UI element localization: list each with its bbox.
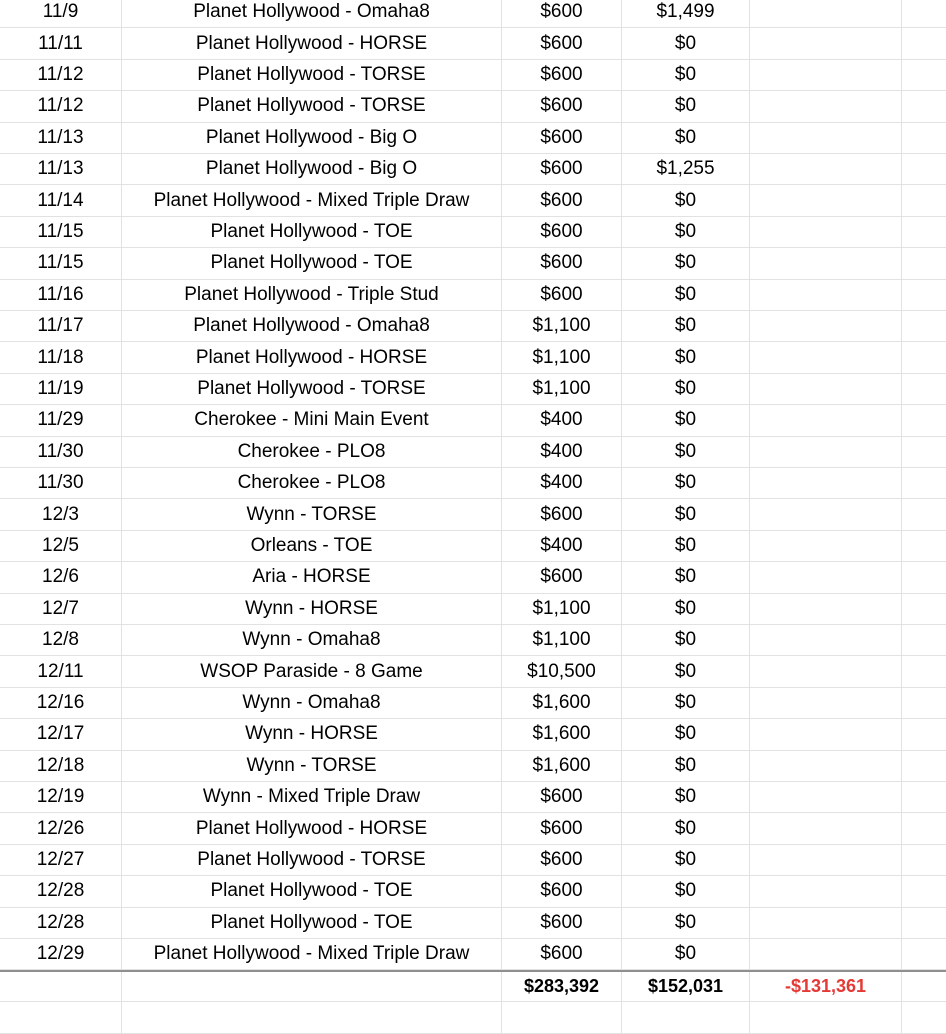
date-cell[interactable]: 12/29 [0, 939, 122, 969]
cash-cell[interactable]: $0 [622, 845, 750, 875]
event-cell[interactable]: Planet Hollywood - Mixed Triple Draw [122, 185, 502, 215]
date-cell[interactable]: 12/17 [0, 719, 122, 749]
net-cell[interactable] [750, 562, 902, 592]
buyin-cell[interactable]: $600 [502, 939, 622, 969]
empty-cell[interactable] [902, 311, 946, 341]
date-cell[interactable]: 11/29 [0, 405, 122, 435]
cash-cell[interactable]: $0 [622, 876, 750, 906]
net-cell[interactable] [750, 594, 902, 624]
table-row [0, 123, 946, 154]
empty-cell[interactable] [902, 751, 946, 781]
net-cell[interactable] [750, 405, 902, 435]
cash-cell[interactable]: $0 [622, 60, 750, 90]
buyin-cell[interactable]: $600 [502, 845, 622, 875]
date-cell[interactable]: 12/7 [0, 594, 122, 624]
total-cash-cell[interactable]: $152,031 [622, 972, 750, 1001]
date-cell[interactable]: 12/3 [0, 499, 122, 529]
net-cell[interactable] [750, 280, 902, 310]
empty-cell[interactable] [902, 562, 946, 592]
table-row [0, 28, 946, 59]
cash-cell[interactable]: $0 [622, 28, 750, 58]
date-cell[interactable]: 12/19 [0, 782, 122, 812]
date-cell[interactable]: 11/30 [0, 468, 122, 498]
buyin-cell[interactable]: $600 [502, 499, 622, 529]
date-cell[interactable]: 11/12 [0, 91, 122, 121]
empty-cell[interactable] [902, 280, 946, 310]
net-cell[interactable] [750, 28, 902, 58]
date-cell[interactable]: 12/28 [0, 876, 122, 906]
event-cell[interactable]: Planet Hollywood - TOE [122, 908, 502, 938]
net-cell[interactable] [750, 813, 902, 843]
empty-cell[interactable] [902, 60, 946, 90]
cash-cell[interactable]: $0 [622, 217, 750, 247]
buyin-cell[interactable]: $600 [502, 154, 622, 184]
table-row [0, 185, 946, 216]
total-buyin-cell[interactable]: $283,392 [502, 972, 622, 1001]
empty-cell[interactable] [902, 437, 946, 467]
event-cell[interactable]: Wynn - Omaha8 [122, 688, 502, 718]
empty-cell[interactable] [902, 876, 946, 906]
cash-cell[interactable]: $0 [622, 499, 750, 529]
date-cell[interactable]: 12/16 [0, 688, 122, 718]
empty-cell[interactable] [902, 719, 946, 749]
net-cell[interactable] [750, 499, 902, 529]
date-cell[interactable]: 11/19 [0, 374, 122, 404]
net-cell[interactable] [750, 688, 902, 718]
event-cell[interactable]: Cherokee - PLO8 [122, 468, 502, 498]
net-cell[interactable] [750, 625, 902, 655]
event-cell[interactable]: Wynn - HORSE [122, 594, 502, 624]
buyin-cell[interactable]: $1,600 [502, 719, 622, 749]
net-cell[interactable] [750, 656, 902, 686]
empty-cell[interactable] [902, 531, 946, 561]
net-cell[interactable] [750, 217, 902, 247]
empty-cell[interactable] [902, 908, 946, 938]
net-cell[interactable] [750, 782, 902, 812]
cash-cell[interactable]: $0 [622, 311, 750, 341]
buyin-cell[interactable]: $600 [502, 280, 622, 310]
net-cell[interactable] [750, 60, 902, 90]
event-cell[interactable]: Cherokee - Mini Main Event [122, 405, 502, 435]
cash-cell[interactable]: $0 [622, 751, 750, 781]
net-cell[interactable] [750, 908, 902, 938]
cash-cell[interactable]: $0 [622, 688, 750, 718]
event-cell[interactable]: Aria - HORSE [122, 562, 502, 592]
cash-cell[interactable]: $0 [622, 248, 750, 278]
buyin-cell[interactable]: $1,100 [502, 311, 622, 341]
net-cell[interactable] [750, 185, 902, 215]
empty-cell[interactable] [902, 185, 946, 215]
empty-cell[interactable] [902, 499, 946, 529]
date-cell[interactable]: 12/6 [0, 562, 122, 592]
empty-cell[interactable] [902, 594, 946, 624]
buyin-cell[interactable]: $600 [502, 217, 622, 247]
empty-cell[interactable] [902, 656, 946, 686]
buyin-cell[interactable]: $600 [502, 0, 622, 27]
event-cell[interactable]: Orleans - TOE [122, 531, 502, 561]
buyin-cell[interactable]: $600 [502, 123, 622, 153]
table-row [0, 374, 946, 405]
event-cell[interactable]: Wynn - HORSE [122, 719, 502, 749]
date-cell[interactable]: 12/27 [0, 845, 122, 875]
date-cell[interactable]: 11/14 [0, 185, 122, 215]
event-cell[interactable]: Planet Hollywood - HORSE [122, 342, 502, 372]
table-row [0, 437, 946, 468]
empty-cell[interactable] [902, 939, 946, 969]
buyin-cell[interactable]: $600 [502, 562, 622, 592]
event-cell[interactable]: Planet Hollywood - TORSE [122, 60, 502, 90]
buyin-cell[interactable]: $1,100 [502, 374, 622, 404]
net-cell[interactable] [750, 123, 902, 153]
date-cell[interactable]: 11/15 [0, 217, 122, 247]
table-row [0, 939, 946, 970]
date-cell[interactable]: 11/16 [0, 280, 122, 310]
empty-cell[interactable] [902, 688, 946, 718]
table-row [0, 656, 946, 687]
net-cell[interactable] [750, 248, 902, 278]
cash-cell[interactable]: $0 [622, 562, 750, 592]
event-cell[interactable]: Planet Hollywood - Omaha8 [122, 0, 502, 27]
cash-cell[interactable]: $0 [622, 280, 750, 310]
buyin-cell[interactable]: $600 [502, 28, 622, 58]
event-cell[interactable]: Planet Hollywood - HORSE [122, 28, 502, 58]
event-cell[interactable]: Cherokee - PLO8 [122, 437, 502, 467]
event-cell[interactable]: Planet Hollywood - TOE [122, 876, 502, 906]
empty-cell[interactable] [902, 248, 946, 278]
cash-cell[interactable]: $0 [622, 531, 750, 561]
empty-cell[interactable] [902, 28, 946, 58]
cash-cell[interactable]: $0 [622, 185, 750, 215]
event-cell[interactable]: Wynn - Omaha8 [122, 625, 502, 655]
table-row [0, 0, 946, 28]
buyin-cell[interactable]: $600 [502, 248, 622, 278]
empty-cell[interactable] [750, 1002, 902, 1032]
buyin-cell[interactable]: $600 [502, 91, 622, 121]
event-cell[interactable]: Planet Hollywood - HORSE [122, 813, 502, 843]
table-row [0, 91, 946, 122]
net-cell[interactable] [750, 91, 902, 121]
event-cell[interactable]: Planet Hollywood - TOE [122, 248, 502, 278]
table-row [0, 342, 946, 373]
cash-cell[interactable]: $0 [622, 468, 750, 498]
cash-cell[interactable]: $0 [622, 594, 750, 624]
buyin-cell[interactable]: $600 [502, 813, 622, 843]
event-cell[interactable]: Wynn - TORSE [122, 751, 502, 781]
table-row [0, 468, 946, 499]
totals-date-cell[interactable] [0, 972, 122, 1001]
date-cell[interactable]: 11/17 [0, 311, 122, 341]
net-cell[interactable] [750, 531, 902, 561]
event-cell[interactable]: Planet Hollywood - TORSE [122, 374, 502, 404]
net-cell[interactable] [750, 374, 902, 404]
buyin-cell[interactable]: $600 [502, 908, 622, 938]
cash-cell[interactable]: $0 [622, 437, 750, 467]
date-cell[interactable]: 12/8 [0, 625, 122, 655]
net-cell[interactable] [750, 0, 902, 27]
empty-cell[interactable] [902, 972, 946, 1001]
table-row [0, 594, 946, 625]
date-cell[interactable]: 11/15 [0, 248, 122, 278]
event-cell[interactable]: Planet Hollywood - Big O [122, 154, 502, 184]
totals-event-cell[interactable] [122, 972, 502, 1001]
empty-cell[interactable] [902, 782, 946, 812]
cash-cell[interactable]: $0 [622, 908, 750, 938]
event-cell[interactable]: Planet Hollywood - Triple Stud [122, 280, 502, 310]
buyin-cell[interactable]: $1,100 [502, 594, 622, 624]
table-row [0, 845, 946, 876]
table-row [0, 60, 946, 91]
table-row [0, 813, 946, 844]
date-cell[interactable]: 12/11 [0, 656, 122, 686]
empty-cell[interactable] [902, 217, 946, 247]
buyin-cell[interactable]: $400 [502, 468, 622, 498]
cash-cell[interactable]: $0 [622, 939, 750, 969]
net-cell[interactable] [750, 719, 902, 749]
empty-cell[interactable] [622, 1002, 750, 1032]
table-row [0, 908, 946, 939]
buyin-cell[interactable]: $400 [502, 531, 622, 561]
empty-cell[interactable] [122, 1002, 502, 1032]
empty-cell[interactable] [0, 1002, 122, 1032]
buyin-cell[interactable]: $10,500 [502, 656, 622, 686]
cash-cell[interactable]: $0 [622, 625, 750, 655]
buyin-cell[interactable]: $1,600 [502, 751, 622, 781]
empty-cell[interactable] [502, 1002, 622, 1032]
table-row [0, 531, 946, 562]
buyin-cell[interactable]: $400 [502, 437, 622, 467]
cash-cell[interactable]: $0 [622, 782, 750, 812]
buyin-cell[interactable]: $600 [502, 60, 622, 90]
cash-cell[interactable]: $0 [622, 123, 750, 153]
date-cell[interactable]: 12/28 [0, 908, 122, 938]
cash-cell[interactable]: $0 [622, 342, 750, 372]
empty-cell[interactable] [902, 625, 946, 655]
total-net-cell[interactable]: -$131,361 [750, 972, 902, 1001]
date-cell[interactable]: 11/30 [0, 437, 122, 467]
table-row [0, 154, 946, 185]
buyin-cell[interactable]: $600 [502, 185, 622, 215]
buyin-cell[interactable]: $1,100 [502, 625, 622, 655]
event-cell[interactable]: Planet Hollywood - Big O [122, 123, 502, 153]
table-row [0, 625, 946, 656]
empty-cell[interactable] [902, 1002, 946, 1032]
table-row [0, 719, 946, 750]
empty-cell[interactable] [902, 342, 946, 372]
date-cell[interactable]: 11/12 [0, 60, 122, 90]
event-cell[interactable]: Planet Hollywood - TORSE [122, 845, 502, 875]
event-cell[interactable]: Wynn - Mixed Triple Draw [122, 782, 502, 812]
buyin-cell[interactable]: $1,600 [502, 688, 622, 718]
table-row [0, 248, 946, 279]
net-cell[interactable] [750, 437, 902, 467]
table-row [0, 562, 946, 593]
empty-cell[interactable] [902, 405, 946, 435]
net-cell[interactable] [750, 342, 902, 372]
empty-cell[interactable] [902, 374, 946, 404]
date-cell[interactable]: 11/9 [0, 0, 122, 27]
buyin-cell[interactable]: $400 [502, 405, 622, 435]
buyin-cell[interactable]: $600 [502, 782, 622, 812]
net-cell[interactable] [750, 311, 902, 341]
cash-cell[interactable]: $0 [622, 374, 750, 404]
empty-cell[interactable] [902, 813, 946, 843]
buyin-cell[interactable]: $600 [502, 876, 622, 906]
empty-cell[interactable] [902, 845, 946, 875]
empty-cell[interactable] [902, 468, 946, 498]
cash-cell[interactable]: $0 [622, 656, 750, 686]
table-row [0, 280, 946, 311]
date-cell[interactable]: 12/5 [0, 531, 122, 561]
empty-cell[interactable] [902, 91, 946, 121]
cash-cell[interactable]: $0 [622, 719, 750, 749]
event-cell[interactable]: Planet Hollywood - TOE [122, 217, 502, 247]
cash-cell[interactable]: $0 [622, 91, 750, 121]
cash-cell[interactable]: $1,499 [622, 0, 750, 27]
empty-cell[interactable] [902, 0, 946, 27]
event-cell[interactable]: Planet Hollywood - TORSE [122, 91, 502, 121]
net-cell[interactable] [750, 876, 902, 906]
table-row [0, 311, 946, 342]
date-cell[interactable]: 11/11 [0, 28, 122, 58]
table-row [0, 782, 946, 813]
event-cell[interactable]: WSOP Paraside - 8 Game [122, 656, 502, 686]
table-row [0, 217, 946, 248]
empty-cell[interactable] [902, 123, 946, 153]
event-cell[interactable]: Planet Hollywood - Mixed Triple Draw [122, 939, 502, 969]
event-cell[interactable]: Wynn - TORSE [122, 499, 502, 529]
date-cell[interactable]: 11/13 [0, 123, 122, 153]
empty-cell[interactable] [902, 154, 946, 184]
table-row [0, 751, 946, 782]
net-cell[interactable] [750, 751, 902, 781]
cash-cell[interactable]: $0 [622, 405, 750, 435]
date-cell[interactable]: 12/18 [0, 751, 122, 781]
date-cell[interactable]: 11/18 [0, 342, 122, 372]
net-cell[interactable] [750, 939, 902, 969]
empty-row [0, 1002, 946, 1033]
table-row [0, 688, 946, 719]
date-cell[interactable]: 11/13 [0, 154, 122, 184]
table-row [0, 405, 946, 436]
buyin-cell[interactable]: $1,100 [502, 342, 622, 372]
net-cell[interactable] [750, 468, 902, 498]
table-row [0, 499, 946, 530]
net-cell[interactable] [750, 154, 902, 184]
date-cell[interactable]: 12/26 [0, 813, 122, 843]
event-cell[interactable]: Planet Hollywood - Omaha8 [122, 311, 502, 341]
cash-cell[interactable]: $1,255 [622, 154, 750, 184]
cash-cell[interactable]: $0 [622, 813, 750, 843]
table-row [0, 876, 946, 907]
net-cell[interactable] [750, 845, 902, 875]
totals-row [0, 970, 946, 1002]
